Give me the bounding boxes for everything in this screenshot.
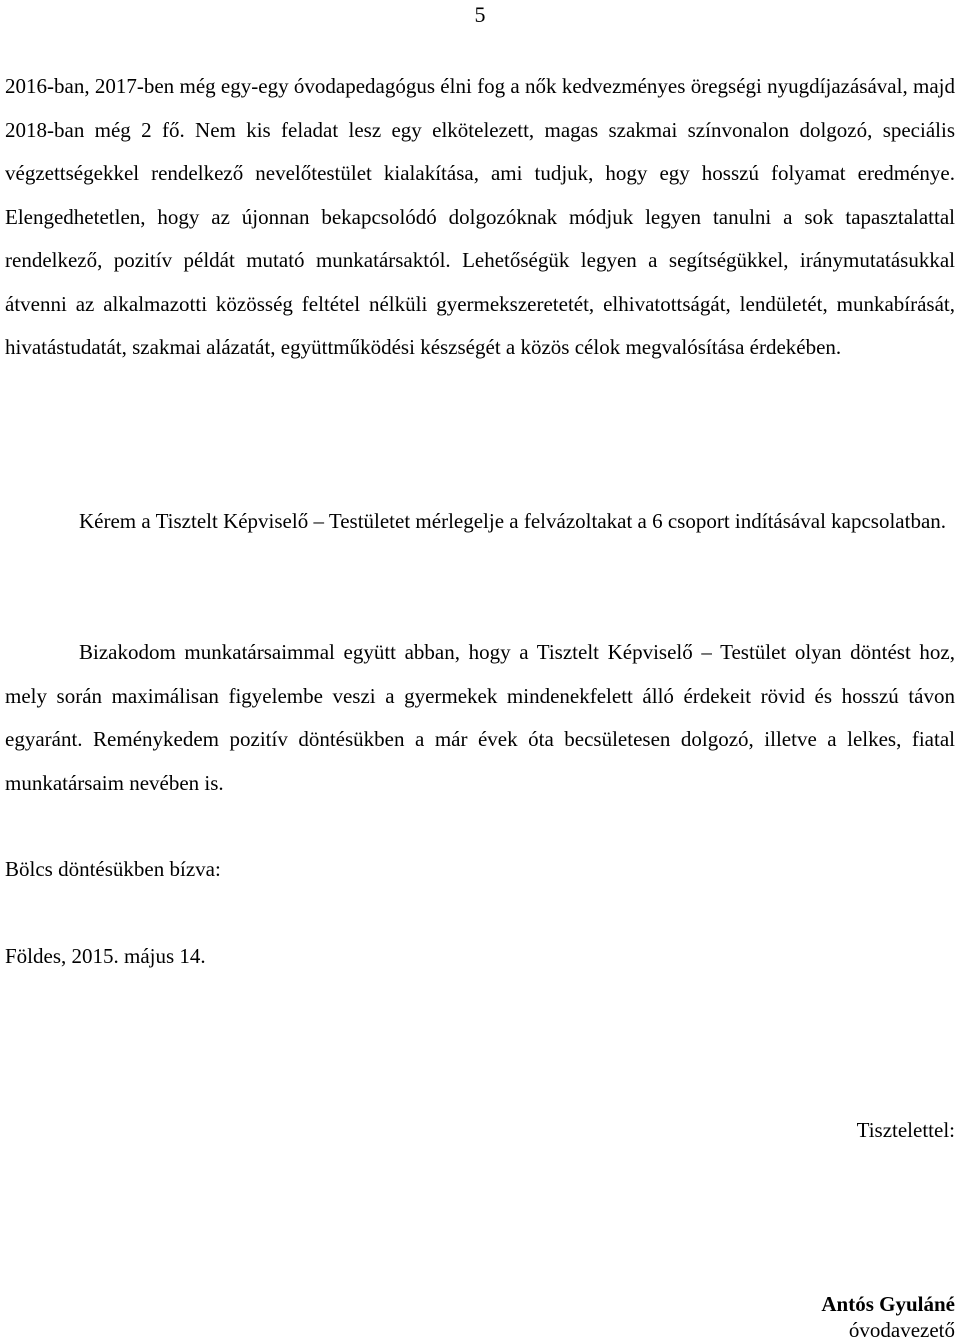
paragraph-request: Kérem a Tisztelt Képviselő – Testületet mérlegelje a felvázoltakat a 6 csoport indításával kapcsolatban. (79, 509, 947, 533)
paragraph-hope: Bizakodom munkatársaimmal együtt abban, hogy a Tisztelt Képviselő – Testület olyan döntést hoz, mely során maximálisan figyelembe veszi a gyermekek mindenekfelett álló érdekeit rövid és hosszú távon egyaránt. Reménykedem pozitív döntésükben a már évek óta becsületesen dolgozó, illetve a lelkes, fiatal munkatársaim nevében is. (5, 640, 955, 795)
document-page (5, 0, 955, 1343)
page-number: 5 (474, 2, 486, 27)
signature-block (821, 1290, 955, 1342)
paragraph-staffing: 2016-ban, 2017-ben még egy-egy óvodapedagógus élni fog a nők kedvezményes öregségi nyugdíjazásával, majd 2018-ban még 2 fő. Nem kis feladat lesz egy elkötelezett, magas szakmai színvonalon dolgozó, speciális végzettségekkel rendelkező nevelőtestület kialakítása, ami tudjuk, hogy egy hosszú folyamat eredménye. Elengedhetetlen, hogy az újonnan bekapcsolódó dolgozóknak módjuk legyen tanulni a sok tapasztalattal rendelkező, pozitív példát mutató munkatársaktól. Lehetőségük legyen a segítségükkel, iránymutatásukkal átvenni az alkalmazotti közösség feltétel nélküli gyermekszeretetét, elhivatottságát, lendületét, munkabírását, hivatástudatát, szakmai alázatát, együttműködési készségét a közös célok megvalósítása érdekében. (5, 74, 955, 359)
signature-title: óvodavezető (848, 1318, 955, 1342)
closing-salutation: Tisztelettel: (856, 1118, 955, 1142)
place-date: Földes, 2015. május 14. (5, 944, 206, 968)
paragraph-trust: Bölcs döntésükben bízva: (5, 857, 221, 881)
signature-name: Antós Gyuláné (821, 1292, 955, 1316)
